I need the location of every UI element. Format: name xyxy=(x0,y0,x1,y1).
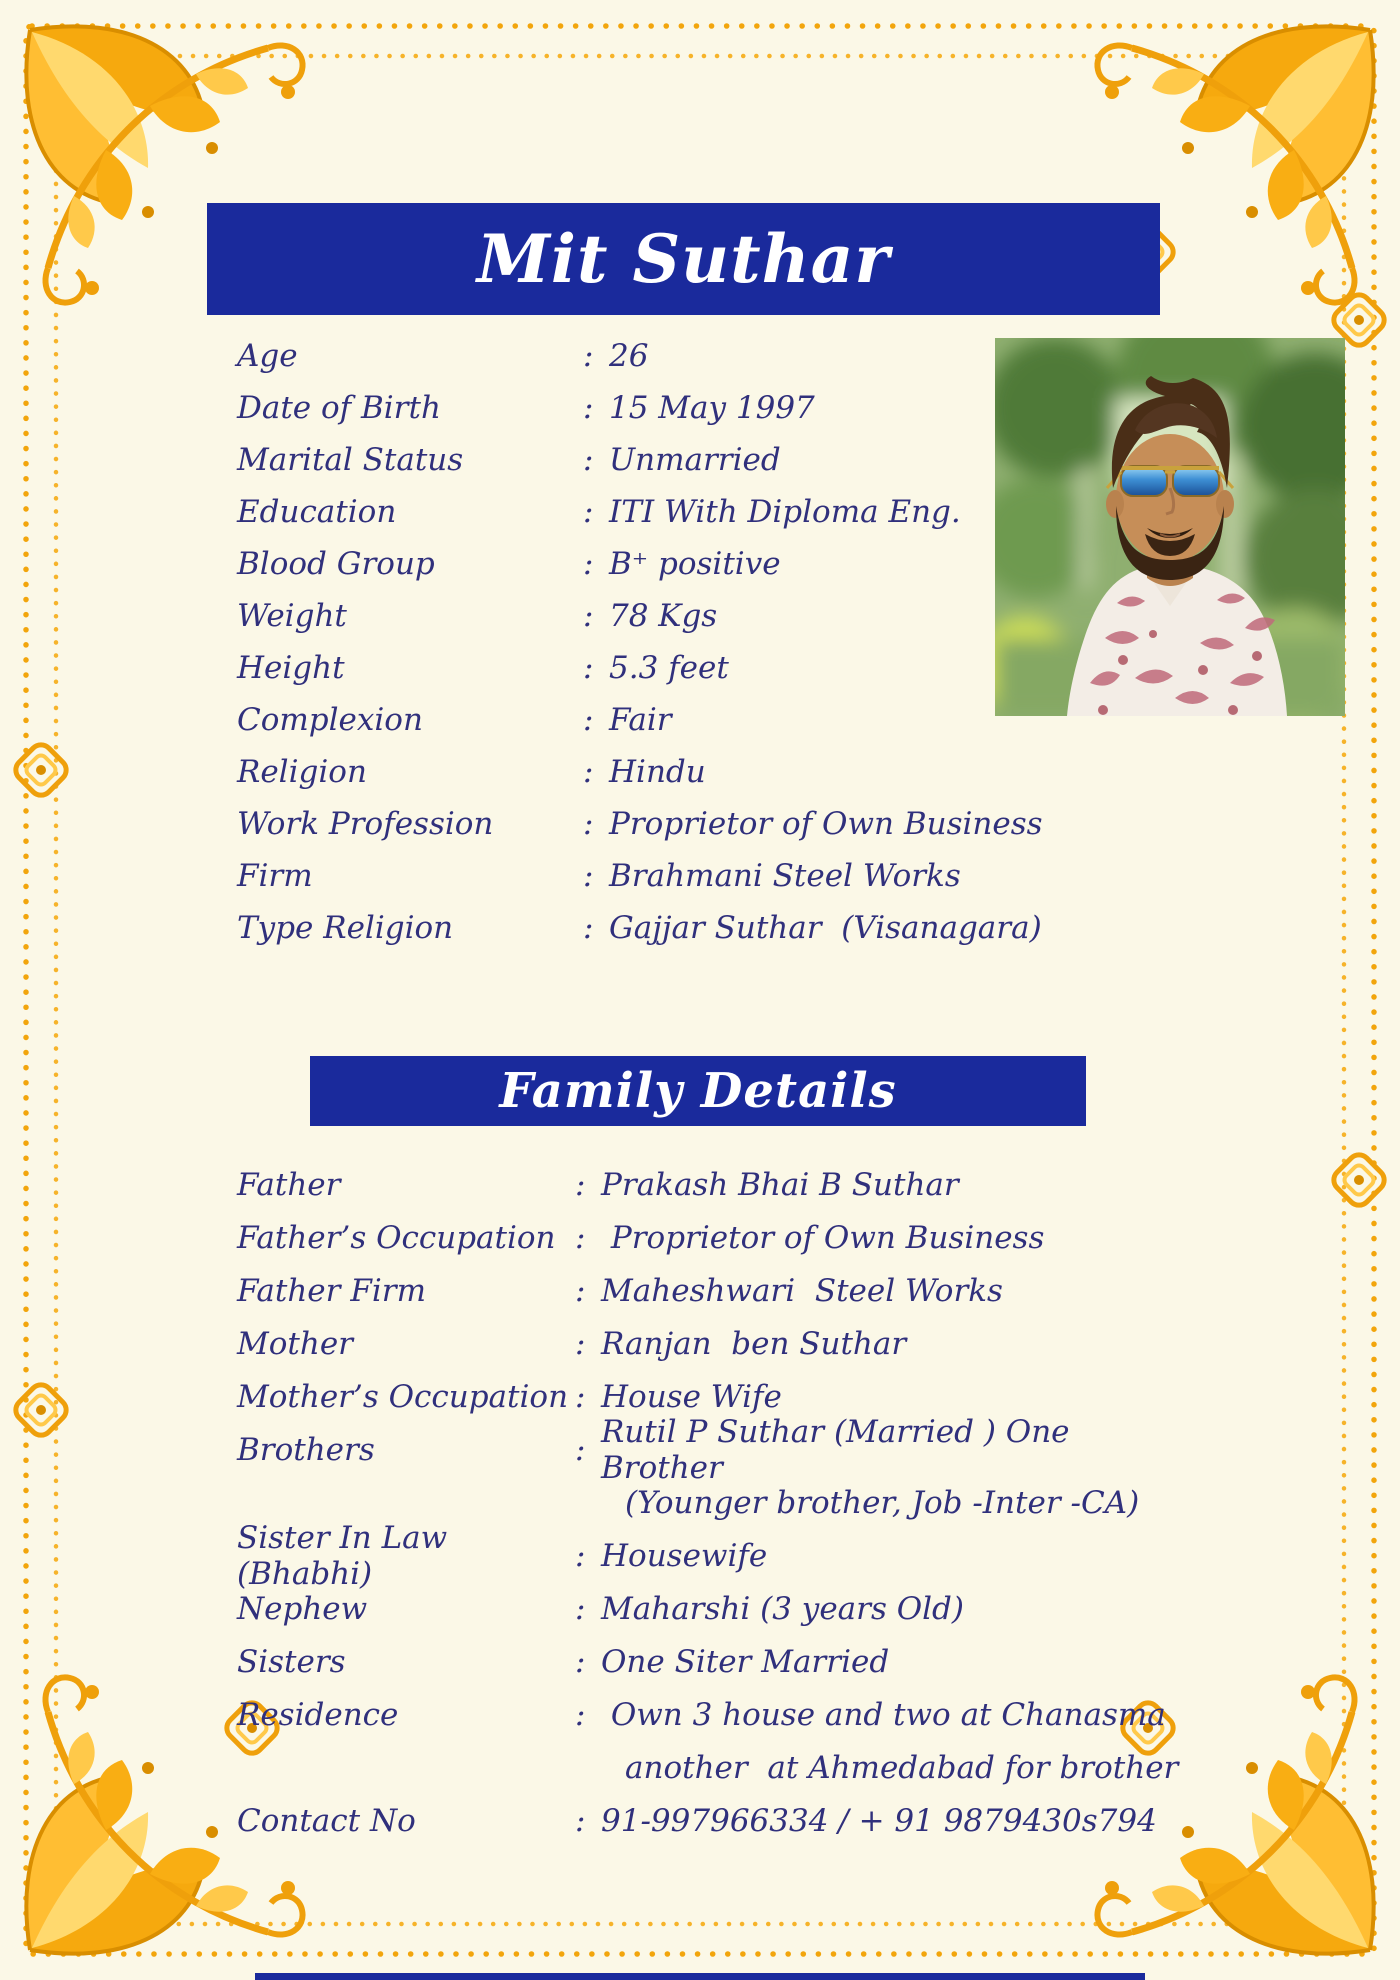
family-row-father-firm xyxy=(237,1264,1197,1317)
personal-details-list xyxy=(237,330,1167,954)
personal-row-age xyxy=(237,330,1167,382)
field-value: Maheshwari Steel Works xyxy=(601,1272,1003,1309)
personal-row-date-of-birth xyxy=(237,382,1167,434)
field-value: Maharshi (3 years Old) xyxy=(601,1590,964,1627)
field-value: Unmarried xyxy=(609,442,781,478)
personal-row-blood-group xyxy=(237,538,1167,590)
family-details-list xyxy=(237,1158,1197,1847)
field-label: Religion xyxy=(237,754,367,790)
field-value: 78 Kgs xyxy=(609,598,718,634)
colon-separator: : xyxy=(583,546,594,582)
field-value: House Wife xyxy=(601,1378,782,1415)
colon-separator: : xyxy=(583,598,594,634)
family-row-sisters xyxy=(237,1635,1197,1688)
page-title: Mit Suthar xyxy=(476,220,891,298)
field-label: Father xyxy=(237,1166,341,1203)
colon-separator: : xyxy=(583,390,594,426)
personal-row-marital-status xyxy=(237,434,1167,486)
bottom-rule xyxy=(255,1973,1145,1980)
field-value: ITI With Diploma Eng. xyxy=(609,494,961,530)
field-label: Father’s Occupation xyxy=(237,1219,556,1256)
personal-row-religion xyxy=(237,746,1167,798)
field-label: Age xyxy=(237,338,298,374)
colon-separator: : xyxy=(575,1166,586,1203)
colon-separator: : xyxy=(575,1431,586,1468)
personal-row-firm xyxy=(237,850,1167,902)
family-row-residence xyxy=(237,1688,1197,1741)
colon-separator: : xyxy=(575,1590,586,1627)
personal-row-complexion xyxy=(237,694,1167,746)
field-value: Proprietor of Own Business xyxy=(609,806,1043,842)
colon-separator: : xyxy=(583,338,594,374)
colon-separator: : xyxy=(583,494,594,530)
colon-separator: : xyxy=(575,1219,586,1256)
field-value-continuation: (Younger brother, Job -Inter -CA) xyxy=(625,1484,1140,1521)
field-value: 26 xyxy=(609,338,649,374)
field-value: Ranjan ben Suthar xyxy=(601,1325,907,1362)
field-label: Residence xyxy=(237,1696,399,1733)
family-row-contact-no xyxy=(237,1794,1197,1847)
field-label: Father Firm xyxy=(237,1272,426,1309)
family-row-fathers-occupation xyxy=(237,1211,1197,1264)
field-value: B⁺ positive xyxy=(609,546,781,582)
colon-separator: : xyxy=(583,806,594,842)
field-label: Mother’s Occupation xyxy=(237,1378,569,1415)
colon-separator: : xyxy=(583,910,594,946)
field-value: Own 3 house and two at Chanasma xyxy=(601,1696,1166,1733)
family-details-banner xyxy=(310,1056,1086,1126)
colon-separator: : xyxy=(575,1802,586,1839)
colon-separator: : xyxy=(583,702,594,738)
personal-row-height xyxy=(237,642,1167,694)
field-label: Sister In Law (Bhabhi) xyxy=(237,1519,458,1592)
colon-separator: : xyxy=(575,1537,586,1574)
field-value: 5.3 feet xyxy=(609,650,729,686)
field-label: Marital Status xyxy=(237,442,464,478)
personal-row-weight xyxy=(237,590,1167,642)
field-label: Nephew xyxy=(237,1590,368,1627)
field-label: Blood Group xyxy=(237,546,435,582)
field-label: Firm xyxy=(237,858,313,894)
colon-separator: : xyxy=(583,858,594,894)
family-row-mother xyxy=(237,1317,1197,1370)
field-value: Prakash Bhai B Suthar xyxy=(601,1166,959,1203)
field-label: Work Profession xyxy=(237,806,494,842)
personal-row-type-religion xyxy=(237,902,1167,954)
field-label: Mother xyxy=(237,1325,353,1362)
personal-row-work-profession xyxy=(237,798,1167,850)
field-label: Weight xyxy=(237,598,347,634)
personal-row-education xyxy=(237,486,1167,538)
family-row-nephew xyxy=(237,1582,1197,1635)
colon-separator: : xyxy=(575,1378,586,1415)
field-label: Date of Birth xyxy=(237,390,441,426)
colon-separator: : xyxy=(583,442,594,478)
family-row-sister-in-law xyxy=(237,1519,1197,1592)
field-value: Rutil P Suthar (Married ) One Brother xyxy=(601,1413,1090,1486)
colon-separator: : xyxy=(583,650,594,686)
field-label: Contact No xyxy=(237,1802,416,1839)
colon-separator: : xyxy=(583,754,594,790)
field-value: Hindu xyxy=(609,754,706,790)
field-label: Height xyxy=(237,650,345,686)
family-details-title: Family Details xyxy=(499,1063,897,1119)
family-row-father xyxy=(237,1158,1197,1211)
name-banner xyxy=(207,203,1160,315)
field-value: Housewife xyxy=(601,1537,768,1574)
field-label: Type Religion xyxy=(237,910,454,946)
field-value: One Siter Married xyxy=(601,1643,890,1680)
field-value: Brahmani Steel Works xyxy=(609,858,961,894)
field-value-continuation: another at Ahmedabad for brother xyxy=(625,1749,1179,1786)
field-label: Complexion xyxy=(237,702,423,738)
field-value: Gajjar Suthar (Visanagara) xyxy=(609,910,1042,946)
field-label: Education xyxy=(237,494,397,530)
colon-separator: : xyxy=(575,1643,586,1680)
family-row-residence-continued xyxy=(237,1741,1197,1794)
field-label: Brothers xyxy=(237,1431,375,1468)
field-label: Sisters xyxy=(237,1643,346,1680)
colon-separator: : xyxy=(575,1272,586,1309)
field-value: Proprietor of Own Business xyxy=(601,1219,1045,1256)
family-row-brothers xyxy=(237,1413,1197,1486)
field-value: 91-997966334 / + 91 9879430s794 xyxy=(601,1802,1157,1839)
field-value: Fair xyxy=(609,702,672,738)
field-value: 15 May 1997 xyxy=(609,390,815,426)
colon-separator: : xyxy=(575,1325,586,1362)
colon-separator: : xyxy=(575,1696,586,1733)
